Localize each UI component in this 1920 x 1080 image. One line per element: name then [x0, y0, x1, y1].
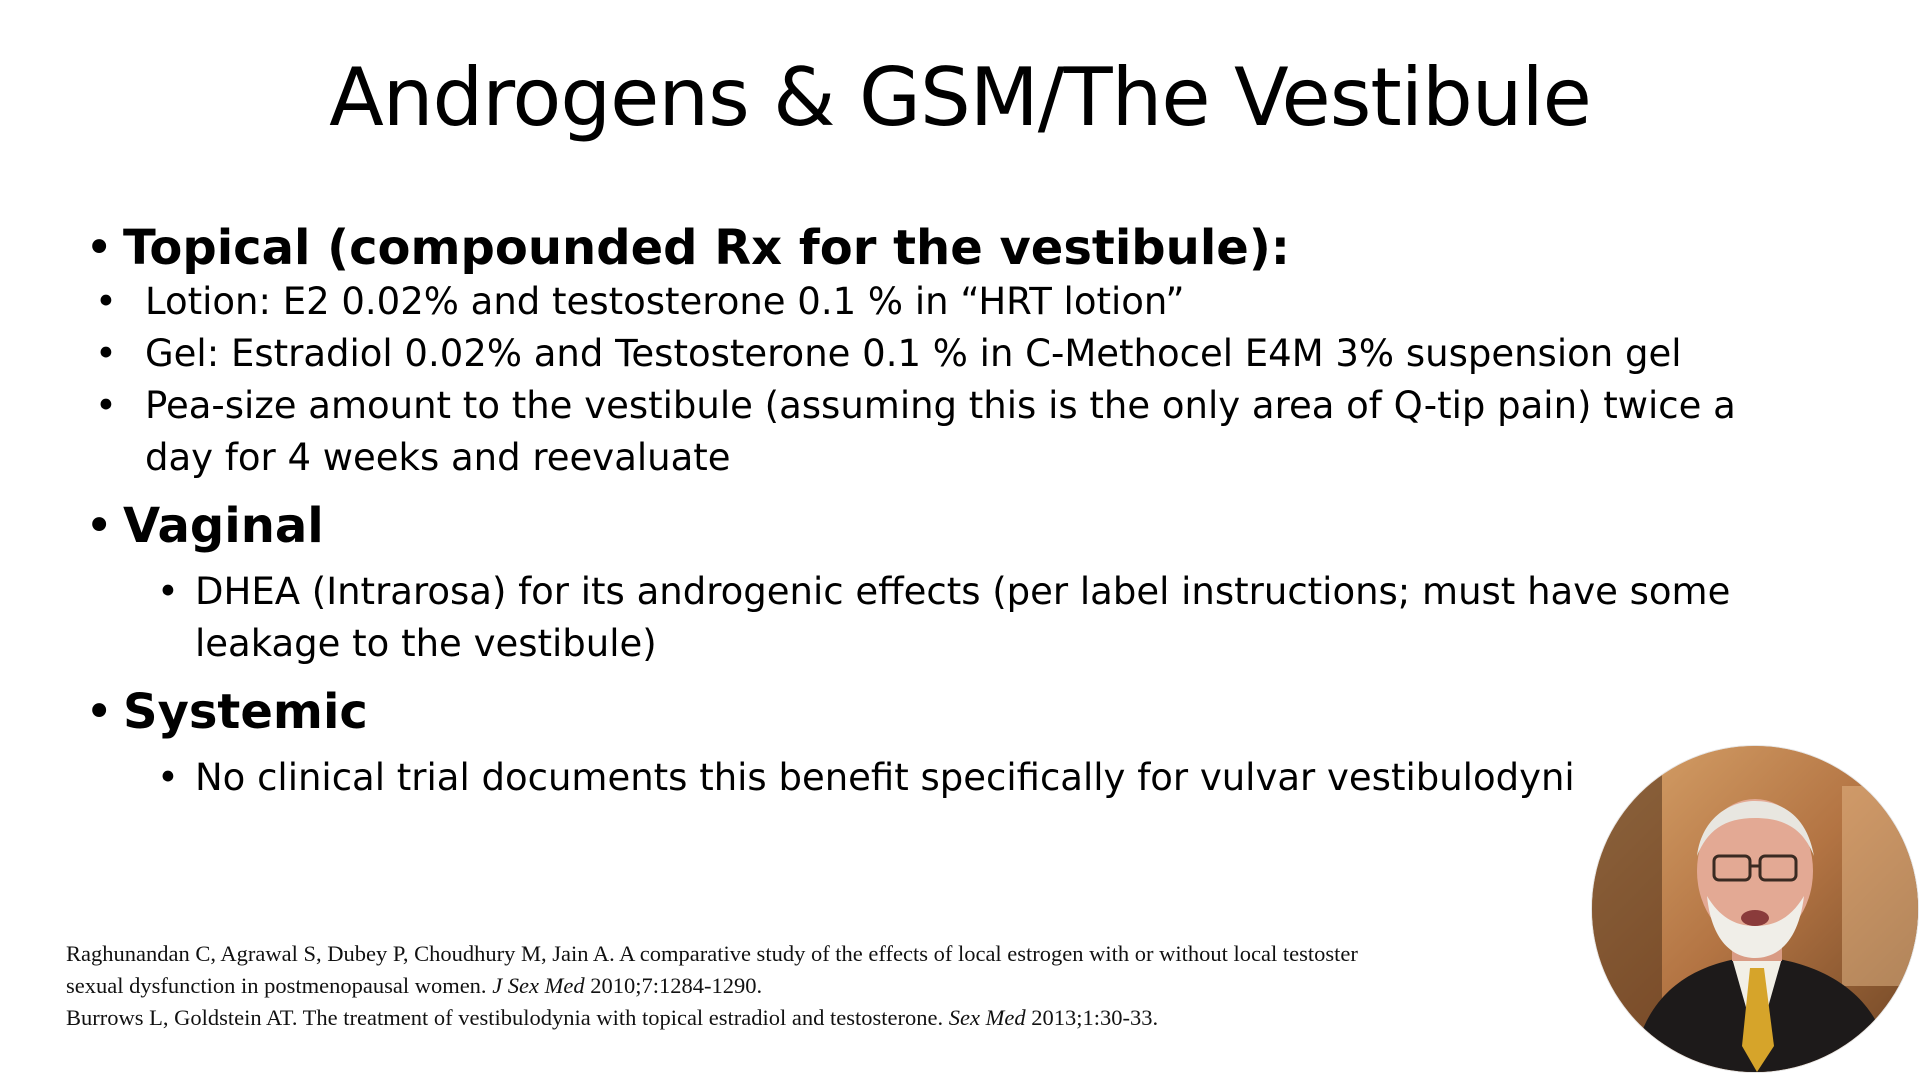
bullet-dhea: • DHEA (Intrarosa) for its androgenic effects (per label instructions; must have some leakage to the vestibule) — [157, 566, 1805, 670]
reference-1 — [66, 938, 1626, 1002]
bullet-vaginal-heading: • Vaginal — [85, 498, 1805, 554]
reference-1-text-line2: sexual dysfunction in postmenopausal women. — [66, 973, 493, 998]
reference-1-journal: J Sex Med — [492, 973, 585, 998]
reference-2-citation: 2013;1:30-33. — [1025, 1005, 1159, 1030]
reference-1-citation: 2010;7:1284-1290. — [584, 973, 763, 998]
slide-body — [85, 220, 1805, 804]
presenter-webcam-icon[interactable] — [1592, 746, 1918, 1072]
reference-2 — [66, 1002, 1626, 1034]
slide-title: Androgens & GSM/The Vestibule — [329, 51, 1591, 144]
bullet-systemic-heading: • Systemic — [85, 684, 1805, 740]
bullet-gel: • Gel: Estradiol 0.02% and Testosterone 0.1 % in C-Methocel E4M 3% suspension gel — [95, 328, 1805, 380]
reference-2-journal: Sex Med — [948, 1005, 1026, 1030]
bullet-topical-heading: • Topical (compounded Rx for the vestibule): — [85, 220, 1805, 276]
bullet-pea-size: • Pea-size amount to the vestibule (assuming this is the only area of Q-tip pain) twice a day for 4 weeks and reevaluate — [95, 380, 1805, 484]
presenter-video-feed — [1592, 746, 1918, 1072]
bullet-lotion: • Lotion: E2 0.02% and testosterone 0.1 % in “HRT lotion” — [95, 276, 1805, 328]
bullet-no-clinical-trial: • No clinical trial documents this benefit specifically for vulvar vestibulodyni — [157, 752, 1745, 804]
reference-1-text: Raghunandan C, Agrawal S, Dubey P, Choudhury M, Jain A. A comparative study of the effects of local estrogen with or without local testoster — [66, 941, 1358, 966]
references — [66, 938, 1626, 1034]
reference-2-text: Burrows L, Goldstein AT. The treatment of vestibulodynia with topical estradiol and testosterone. — [66, 1005, 949, 1030]
